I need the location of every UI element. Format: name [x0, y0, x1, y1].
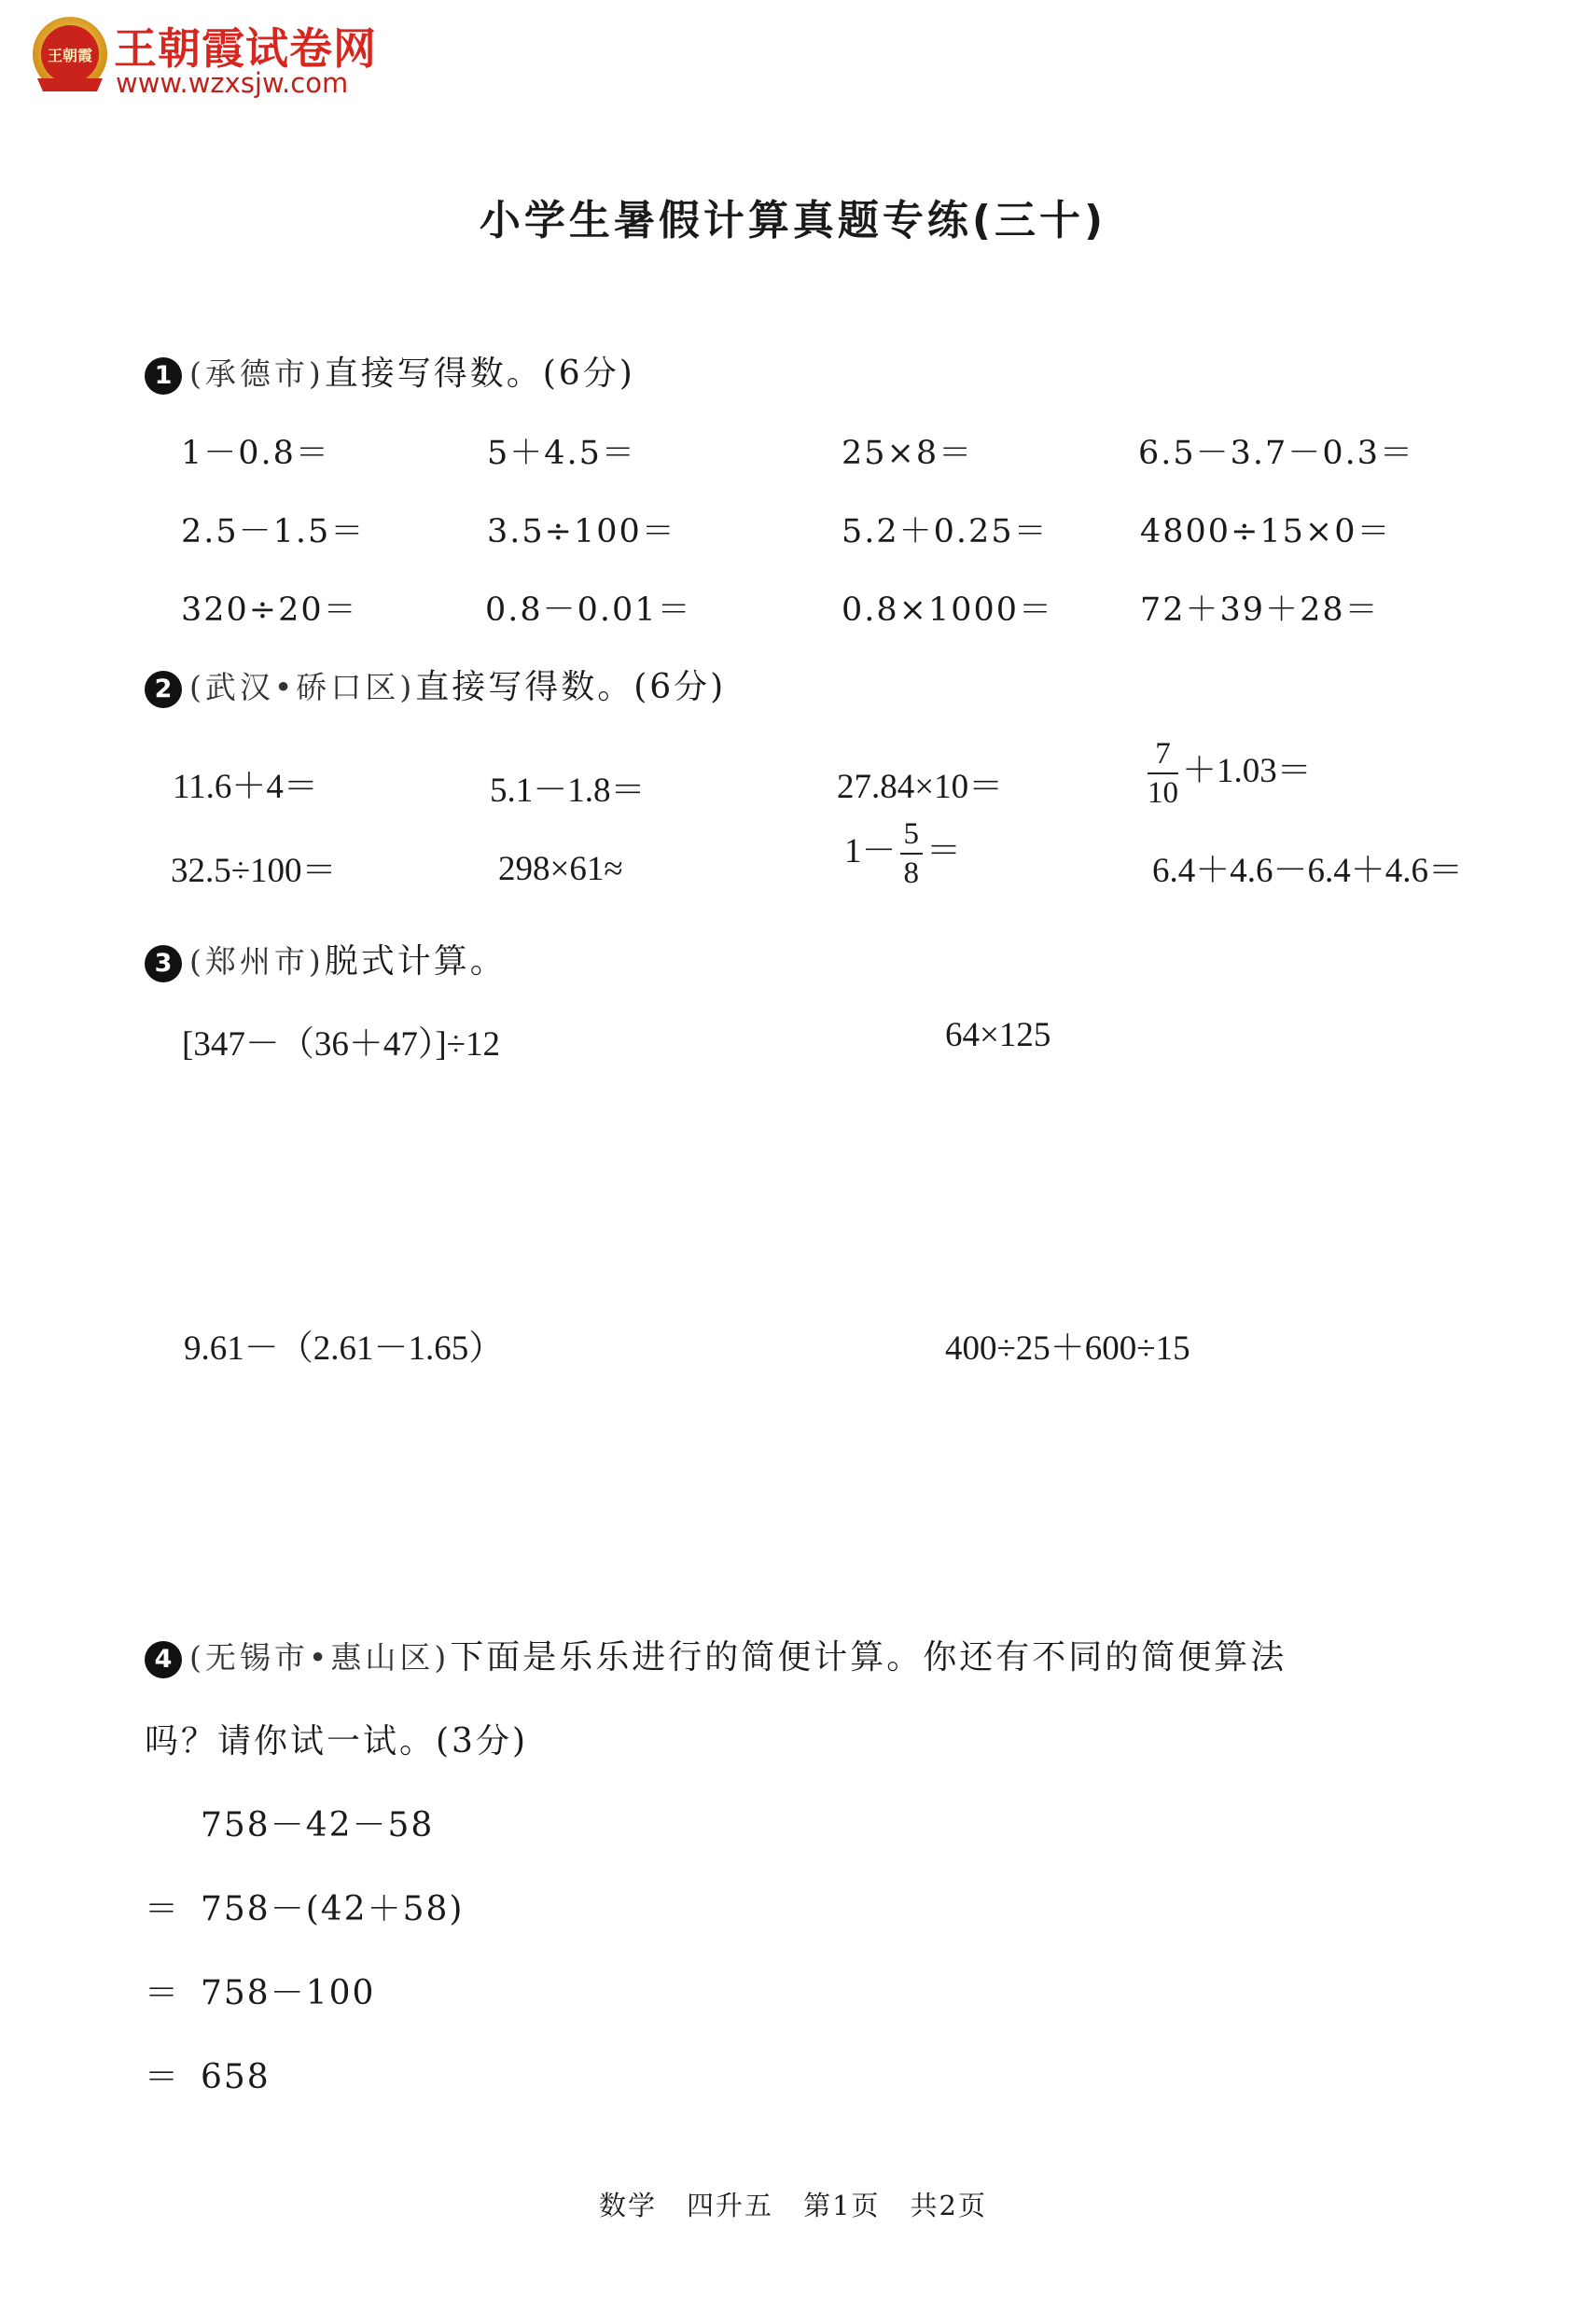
- fraction: [1148, 737, 1178, 811]
- work-step: [145, 2051, 271, 2098]
- seal-icon: [28, 13, 112, 99]
- question-number: 2: [145, 671, 182, 708]
- question-4-prompt-line2: 吗？请你试一试。(3分): [145, 1722, 528, 1760]
- calc-item: 4800÷15×0＝: [1140, 513, 1392, 550]
- calc-item: 0.8×1000＝: [842, 591, 1054, 629]
- footer-page: 第1页: [803, 2190, 881, 2221]
- site-logo: [28, 13, 420, 103]
- calc-item: 72＋39＋28＝: [1140, 591, 1380, 629]
- work-expression: 758－42－58: [201, 1806, 435, 1844]
- question-prompt: 下面是乐乐进行的简便计算。你还有不同的简便算法: [450, 1638, 1287, 1677]
- calc-item: 27.84×10＝: [837, 768, 1004, 806]
- question-number: 1: [145, 357, 182, 395]
- equals-sign: ＝: [145, 1890, 181, 1928]
- question-number: 3: [145, 945, 182, 982]
- work-step: [145, 1883, 464, 1930]
- question-4-header: [145, 1631, 1287, 1678]
- calc-item: 9.61－（2.61－1.65）: [184, 1329, 504, 1368]
- calc-item: 2.5－1.5＝: [181, 513, 366, 550]
- question-source: (郑州市): [189, 943, 325, 980]
- calc-item: 11.6＋4＝: [173, 768, 318, 806]
- calc-item-fraction: [1144, 737, 1312, 811]
- footer-grade: 四升五: [687, 2190, 774, 2221]
- question-prompt: 直接写得数。(6分): [415, 668, 727, 706]
- question-source: (无锡市•惠山区): [189, 1639, 451, 1676]
- calc-item: 6.5－3.7－0.3＝: [1138, 435, 1414, 472]
- question-1-header: [145, 347, 635, 395]
- calc-item: 32.5÷100＝: [171, 852, 337, 890]
- footer-subject: 数学: [599, 2190, 658, 2221]
- work-step: [145, 1967, 375, 2014]
- fraction-numerator: 7: [1148, 737, 1178, 774]
- calc-item: 400÷25＋600÷15: [945, 1329, 1190, 1368]
- question-source: (承德市): [189, 355, 325, 392]
- site-name: 王朝霞试卷网: [114, 23, 377, 74]
- svg-text:王朝霞: 王朝霞: [47, 47, 93, 64]
- calc-item: 1－0.8＝: [181, 435, 330, 472]
- work-expression: 658: [201, 2058, 271, 2096]
- calc-item: 25×8＝: [842, 435, 974, 472]
- fraction-numerator: 5: [900, 817, 924, 855]
- fraction-denominator: 8: [903, 856, 919, 891]
- calc-rest: ＝: [926, 831, 961, 870]
- page-footer: [0, 2185, 1586, 2223]
- calc-item: 298×61≈: [498, 850, 623, 888]
- question-3-header: [145, 935, 507, 982]
- calc-item: 64×125: [945, 1016, 1051, 1054]
- fraction: [900, 817, 924, 891]
- equals-sign: ＝: [145, 1974, 181, 2012]
- equals-sign: ＝: [145, 2058, 181, 2096]
- work-step: [145, 1799, 434, 1846]
- calc-item: 6.4＋4.6－6.4＋4.6＝: [1152, 852, 1463, 890]
- work-expression: 758－(42＋58): [201, 1890, 465, 1928]
- calc-item: 5.2＋0.25＝: [842, 513, 1049, 550]
- calc-item: 5＋4.5＝: [487, 435, 636, 472]
- calc-prefix: 1－: [844, 831, 897, 870]
- question-2-header: [145, 661, 726, 708]
- footer-total: 共2页: [910, 2190, 987, 2221]
- calc-item: 320÷20＝: [181, 591, 358, 629]
- question-prompt: 脱式计算。: [324, 942, 507, 981]
- question-source: (武汉•硚口区): [189, 669, 416, 705]
- calc-item-fraction: [844, 817, 961, 891]
- calc-rest: ＋1.03＝: [1182, 751, 1312, 790]
- calc-item: 5.1－1.8＝: [490, 772, 646, 810]
- work-expression: 758－100: [201, 1974, 376, 2012]
- calc-item: 3.5÷100＝: [487, 513, 676, 550]
- calc-item: 0.8－0.01＝: [485, 591, 692, 629]
- question-prompt: 直接写得数。(6分): [324, 355, 635, 393]
- fraction-denominator: 10: [1148, 776, 1178, 811]
- calc-item: [347－（36＋47）]÷12: [182, 1025, 500, 1064]
- question-number: 4: [145, 1641, 182, 1678]
- site-url: www.wzxsjw.com: [116, 67, 349, 99]
- page-title: 小学生暑假计算真题专练(三十): [479, 197, 1107, 244]
